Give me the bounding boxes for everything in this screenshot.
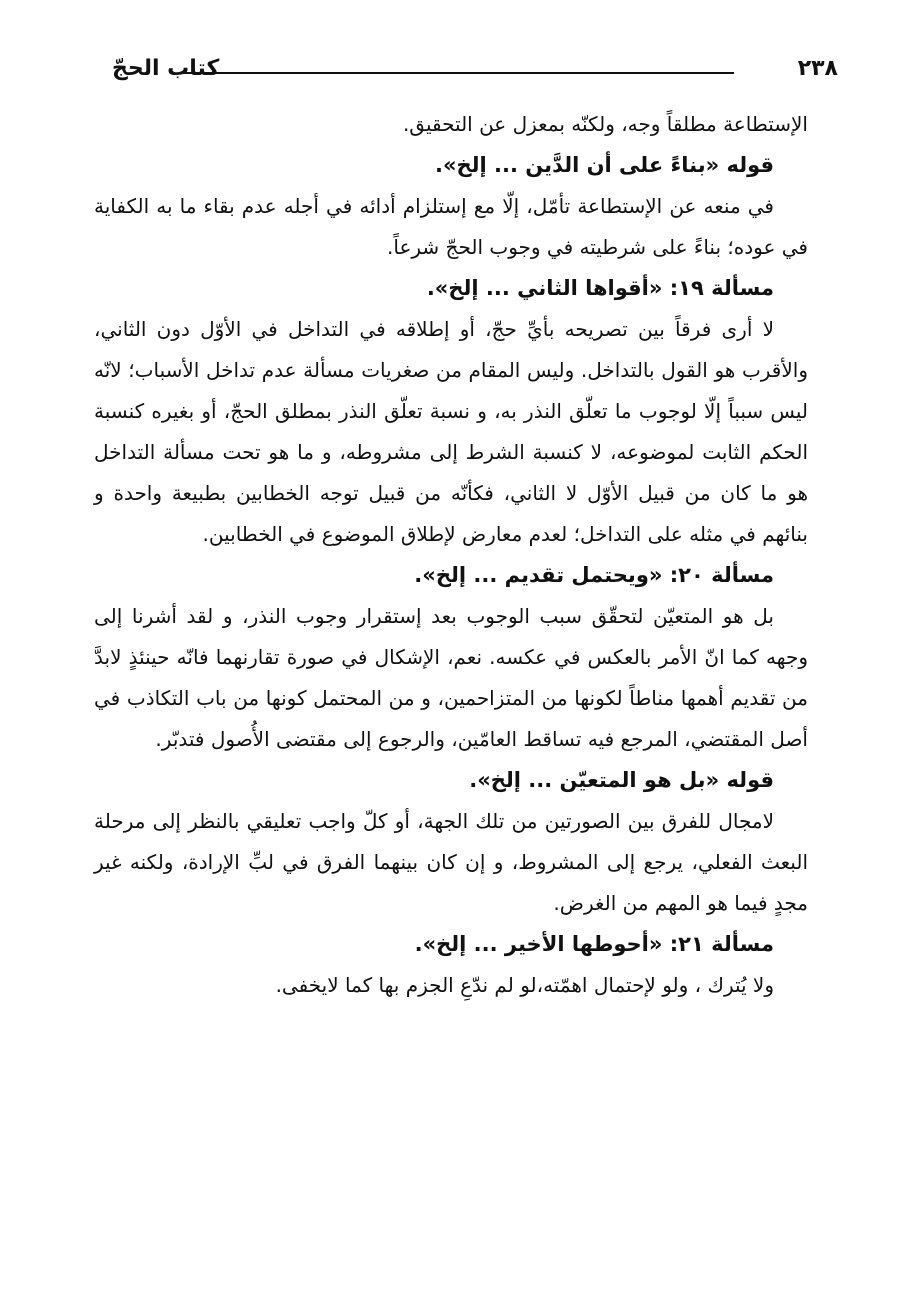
section-heading: مسألة ٢٠: «ويحتمل تقديم ... إلخ». [414, 563, 774, 587]
page-number: ٢٣٨ [797, 56, 838, 81]
paragraph: ولا يُترك ، ولو لإحتمال اهمّته،لو لم ندّعِ الجزم بها كما لايخفى. [275, 973, 774, 997]
section-heading: قوله «بناءً على أن الدَّين ... إلخ». [434, 153, 774, 177]
paragraph: لا أرى فرقاً بين تصريحه بأيِّ حجّ، أو إطلاقه في التداخل في الأوّل دون الثاني، والأقرب هو القول بالتداخل. وليس المقام من صغريات مسألة عدم تداخل الأسباب؛ لانّه ليس سبباً إلّا لوجوب ما تعلّق النذر به، و نسبة تعلّق النذر بمطلق الحجّ، أو بغيره كنسبة الحكم الثابت لموضوعه، لا كنسبة الشرط إلى مشروطه، و ما هو تحت مسألة التداخل هو ما كان من قبيل الأوّل لا الثاني، فكأنّه من قبيل توجه الخطابين بطبيعة واحدة و بنائهم في مثله على التداخل؛ لعدم معارض لإطلاق الموضوع في الخطابين. [94, 317, 808, 546]
section-heading: قوله «بل هو المتعيّن ... إلخ». [469, 768, 774, 792]
paragraph: بل هو المتعيّن لتحقّق سبب الوجوب بعد إستقرار وجوب النذر، و لقد أشرنا إلى وجهه كما انّ الأمر بالعكس في عكسه. نعم، الإشكال في صورة تقارنهما فانّه حينئذٍ لابدَّ من تقديم أهمها مناطاً لكونها من المتزاحمين، و من المحتمل كونها من باب التكاذب في أصل المقتضي، المرجع فيه تساقط العامّين، والرجوع إلى مقتضى الأُصول فتدبّر. [94, 604, 808, 751]
paragraph: الإستطاعة مطلقاً وجه، ولكنّه بمعزل عن التحقيق. [402, 112, 808, 136]
book-title: كتاب الحجّ [112, 56, 220, 81]
page-body [94, 104, 808, 1006]
section-heading: مسألة ٢١: «أحوطها الأخير ... إلخ». [414, 932, 774, 956]
paragraph: لامجال للفرق بين الصورتين من تلك الجهة، أو كلّ واجب تعليقي بالنظر إلى مرحلة البعث الفعلي، يرجع إلى المشروط، و إن كان بينهما الفرق في لبِّ الإرادة، ولكنه غير مجدٍ فيما هو المهم من الغرض. [94, 809, 808, 915]
header-rule [182, 72, 734, 74]
paragraph: في منعه عن الإستطاعة تأمّل، إلّا مع إستلزام أدائه في أجله عدم بقاء ما به الكفاية في عوده؛ بناءً على شرطيته في وجوب الحجّ شرعاً. [94, 194, 808, 259]
running-header [112, 54, 838, 88]
section-heading: مسألة ١٩: «أقواها الثاني ... إلخ». [426, 276, 774, 300]
